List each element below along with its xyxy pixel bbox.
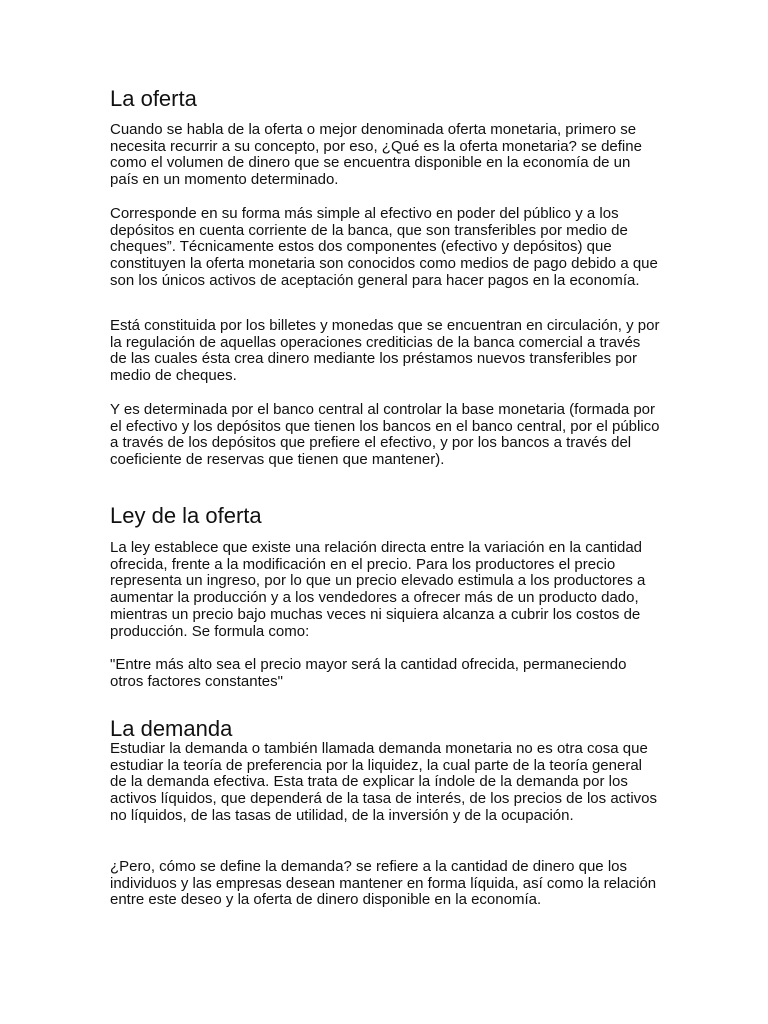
paragraph-ley-relacion: La ley establece que existe una relación directa entre la variación en la cantidad ofrecida, frente a la modificación en el precio. Para los productores el precio representa un ingreso, por lo que un precio elevado estimula a los productores a aumentar la producción y a los vendedores a ofrecer más de un producto dado, mientras un precio bajo muchas veces ni siquiera alcanza a cubrir los costos de producción. Se formula como:	[110, 539, 646, 640]
paragraph-oferta-constitucion: Está constituida por los billetes y monedas que se encuentran en circulación, y por la regulación de aquellas operaciones crediticias de la banca comercial a través de las cuales ésta crea dinero mediante los préstamos nuevos transferibles por medio de cheques.	[110, 317, 660, 385]
paragraph-oferta-determinacion: Y es determinada por el banco central al controlar la base monetaria (formada por el efectivo y los depósitos que tienen los bancos en el banco central, por el público a través de los depósitos que prefiere el efectivo, y por los bancos a través del coeficiente de reservas que tienen que mantener).	[110, 401, 660, 469]
paragraph-oferta-definicion: Cuando se habla de la oferta o mejor denominada oferta monetaria, primero se necesita recurrir a su concepto, por eso, ¿Qué es la oferta monetaria? se define como el volumen de dinero que se encuentra disponible en la economía de un país en un momento determinado.	[110, 121, 642, 189]
section-heading-ley-de-la-oferta: Ley de la oferta	[110, 503, 262, 528]
section-heading-la-demanda: La demanda	[110, 716, 233, 741]
paragraph-demanda-definicion: ¿Pero, cómo se define la demanda? se refiere a la cantidad de dinero que los individuos y las empresas desean mantener en forma líquida, así como la relación entre este deseo y la oferta de dinero disponible en la economía.	[110, 858, 657, 909]
section-heading-la-oferta: La oferta	[110, 86, 197, 111]
paragraph-ley-formula-quote: "Entre más alto sea el precio mayor será la cantidad ofrecida, permaneciendo otros factores constantes"	[110, 656, 627, 690]
paragraph-oferta-componentes: Corresponde en su forma más simple al efectivo en poder del público y a los depósitos en cuenta corriente de la banca, que son transferibles por medio de cheques”. Técnicamente estos dos componentes (efectivo y depósitos) que constituyen la oferta monetaria son conocidos como medios de pago debido a que son los únicos activos de aceptación general para hacer pagos en la economía.	[110, 205, 658, 289]
paragraph-demanda-preferencia-liquidez: Estudiar la demanda o también llamada demanda monetaria no es otra cosa que estudiar la teoría de preferencia por la liquidez, la cual parte de la teoría general de la demanda efectiva. Esta trata de explicar la índole de la demanda por los activos líquidos, que dependerá de la tasa de interés, de los precios de los activos no líquidos, de las tasas de utilidad, de la inversión y de la ocupación.	[110, 740, 658, 824]
